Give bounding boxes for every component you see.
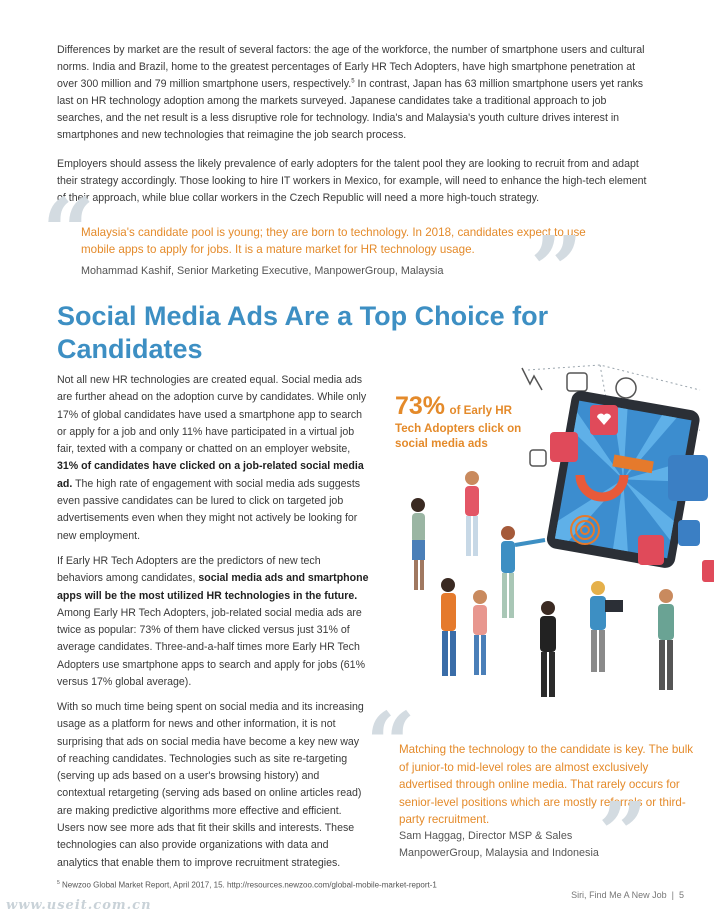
section-paragraph-2-text-b: Among Early HR Tech Adopters, job-related social media ads are twice as popular: 73% of them have clicked versus just 31% of average candidates. Three-and-a-half times more Early HR Tech Adopters use smartphone apps to search and apply for jobs (61% versus 17% global average). bbox=[57, 606, 365, 689]
stat-label-inline: of Early HR bbox=[449, 404, 512, 417]
chat-bubble-icon bbox=[567, 373, 587, 391]
person-8 bbox=[658, 589, 674, 690]
section-paragraph-3: With so much time being spent on social media and its increasing usage as a platform for news and other information, it is not surprising that ads on social media have become a key new way of reaching candidates. Technologies such as site re-targeting (serving up ads based on a user's browsing history) and contextual retargeting (serving ads based on online articles read) are making predictive algorithms more effective and efficient. Users now see more ads that fit their skills and interests. These technologies can also provide organizations with data and analytics that enable them to improve recruitment strategies. bbox=[57, 701, 364, 869]
section-paragraph-1-bold: 31% of candidates have clicked on a job-related social media ad. bbox=[57, 460, 364, 490]
open-quote-2-icon: “ bbox=[366, 694, 416, 795]
heart-card-2-icon bbox=[638, 535, 664, 565]
person-3 bbox=[501, 526, 545, 618]
close-quote-2-icon: ” bbox=[598, 784, 648, 885]
like-card-icon bbox=[550, 432, 578, 462]
star-card-icon bbox=[678, 520, 700, 546]
section-paragraph-2 bbox=[57, 553, 369, 691]
footnote-text[interactable]: Newzoo Global Market Report, April 2017, 15. http://resources.newzoo.com/global-mobile-market-report-1 bbox=[59, 880, 437, 890]
section-paragraph-1 bbox=[57, 372, 369, 545]
open-quote-icon: “ bbox=[42, 178, 95, 286]
section-paragraph-2-text-a: If Early HR Tech Adopters are the predictors of new tech behaviors among candidates, bbox=[57, 555, 321, 585]
quote-1-attribution: Mohammad Kashif, Senior Marketing Executive, ManpowerGroup, Malaysia bbox=[81, 265, 444, 277]
section-heading: Social Media Ads Are a Top Choice for Candidates bbox=[57, 301, 549, 364]
section-paragraph-2-bold: social media ads and smartphone apps will be the most utilized HR technologies in the future. bbox=[57, 572, 369, 602]
person-2 bbox=[465, 471, 479, 556]
corner-card-icon bbox=[702, 560, 714, 582]
intro-paragraph-2: Employers should assess the likely prevalence of early adopters for the talent pool they are looking to recruit from and adapt their strategy accordingly. Those looking to hire IT workers in Mexico, for example, will need to enhance the high-tech element of their approach, while blue collar workers in the Czech Republic will need a more high-touch strategy. bbox=[57, 158, 647, 204]
intro-paragraph-1 bbox=[57, 42, 647, 144]
blue-like-card-icon bbox=[668, 455, 708, 501]
social-media-illustration bbox=[400, 360, 714, 710]
person-1 bbox=[411, 498, 425, 590]
globe-icon bbox=[616, 378, 636, 398]
outline-card-icon bbox=[530, 450, 546, 466]
section-paragraph-1-text-b: The high rate of engagement with social media ads suggests even passive candidates can be lured to click on targeted job advertisements even when they might not actively be looking for new employment. bbox=[57, 477, 361, 542]
stat-label-rest: Tech Adopters click on social media ads bbox=[395, 422, 522, 450]
quote-2-attribution-line-1: Sam Haggag, Director MSP & Sales bbox=[399, 830, 573, 842]
quote-1-text: Malaysia's candidate pool is young; they are born to technology. In 2018, candidates expect to use mobile apps to apply for jobs. It is a mature market for HR technology usage. bbox=[81, 226, 586, 256]
close-quote-icon: ” bbox=[530, 216, 583, 324]
cursor-icon bbox=[522, 368, 542, 390]
footnote-ref[interactable]: 5 bbox=[351, 78, 355, 85]
person-6 bbox=[540, 601, 556, 697]
footer-separator: | bbox=[671, 890, 674, 900]
quote-2-text: Matching the technology to the candidate is key. The bulk of junior-to mid-level roles are almost exclusively advertised through online media. That rarely occurs for senior-level positions which are mostly referrals or third-party recruitment. bbox=[399, 743, 694, 827]
footnote-number: 5 bbox=[57, 880, 60, 886]
quote-2-attribution-line-2: ManpowerGroup, Malaysia and Indonesia bbox=[399, 847, 599, 859]
person-5 bbox=[473, 590, 487, 675]
page-footer bbox=[571, 890, 684, 900]
intro-paragraph-1-text-b: In contrast, Japan has 63 million smartphone users yet ranks last on HR technology adoption among the markets surveyed. Japanese candidates take a traditional approach to job searches, and the net result is a less disruptive role for technology. India's and Malaysia's youth culture drives interest in smartphones and new technologies that reimagine the job search process. bbox=[57, 78, 644, 141]
watermark: www.useit.com.cn bbox=[6, 898, 152, 913]
footnote bbox=[57, 880, 437, 890]
section-paragraph-1-text-a: Not all new HR technologies are created equal. Social media ads are further ahead on the adoption curve by candidates. While only 17% of global candidates have used a smartphone app to search or apply for a job and only 11% have participated in a virtual job fair, texted with a company or chatted on an employer website, bbox=[57, 374, 367, 456]
page-number: 5 bbox=[678, 890, 684, 900]
stat-value: 73% bbox=[395, 392, 446, 420]
intro-paragraph-1-text-a: Differences by market are the result of several factors: the age of the workforce, the number of smartphone users and cultural norms. India and Brazil, home to the greatest percentages of Early HR Tech Adopters, have high smartphone penetration at over 300 million and 79 million smartphone users, respectively. bbox=[57, 44, 645, 90]
person-7 bbox=[590, 581, 623, 672]
document-title: Siri, Find Me A New Job bbox=[571, 890, 667, 900]
person-4 bbox=[441, 578, 456, 676]
